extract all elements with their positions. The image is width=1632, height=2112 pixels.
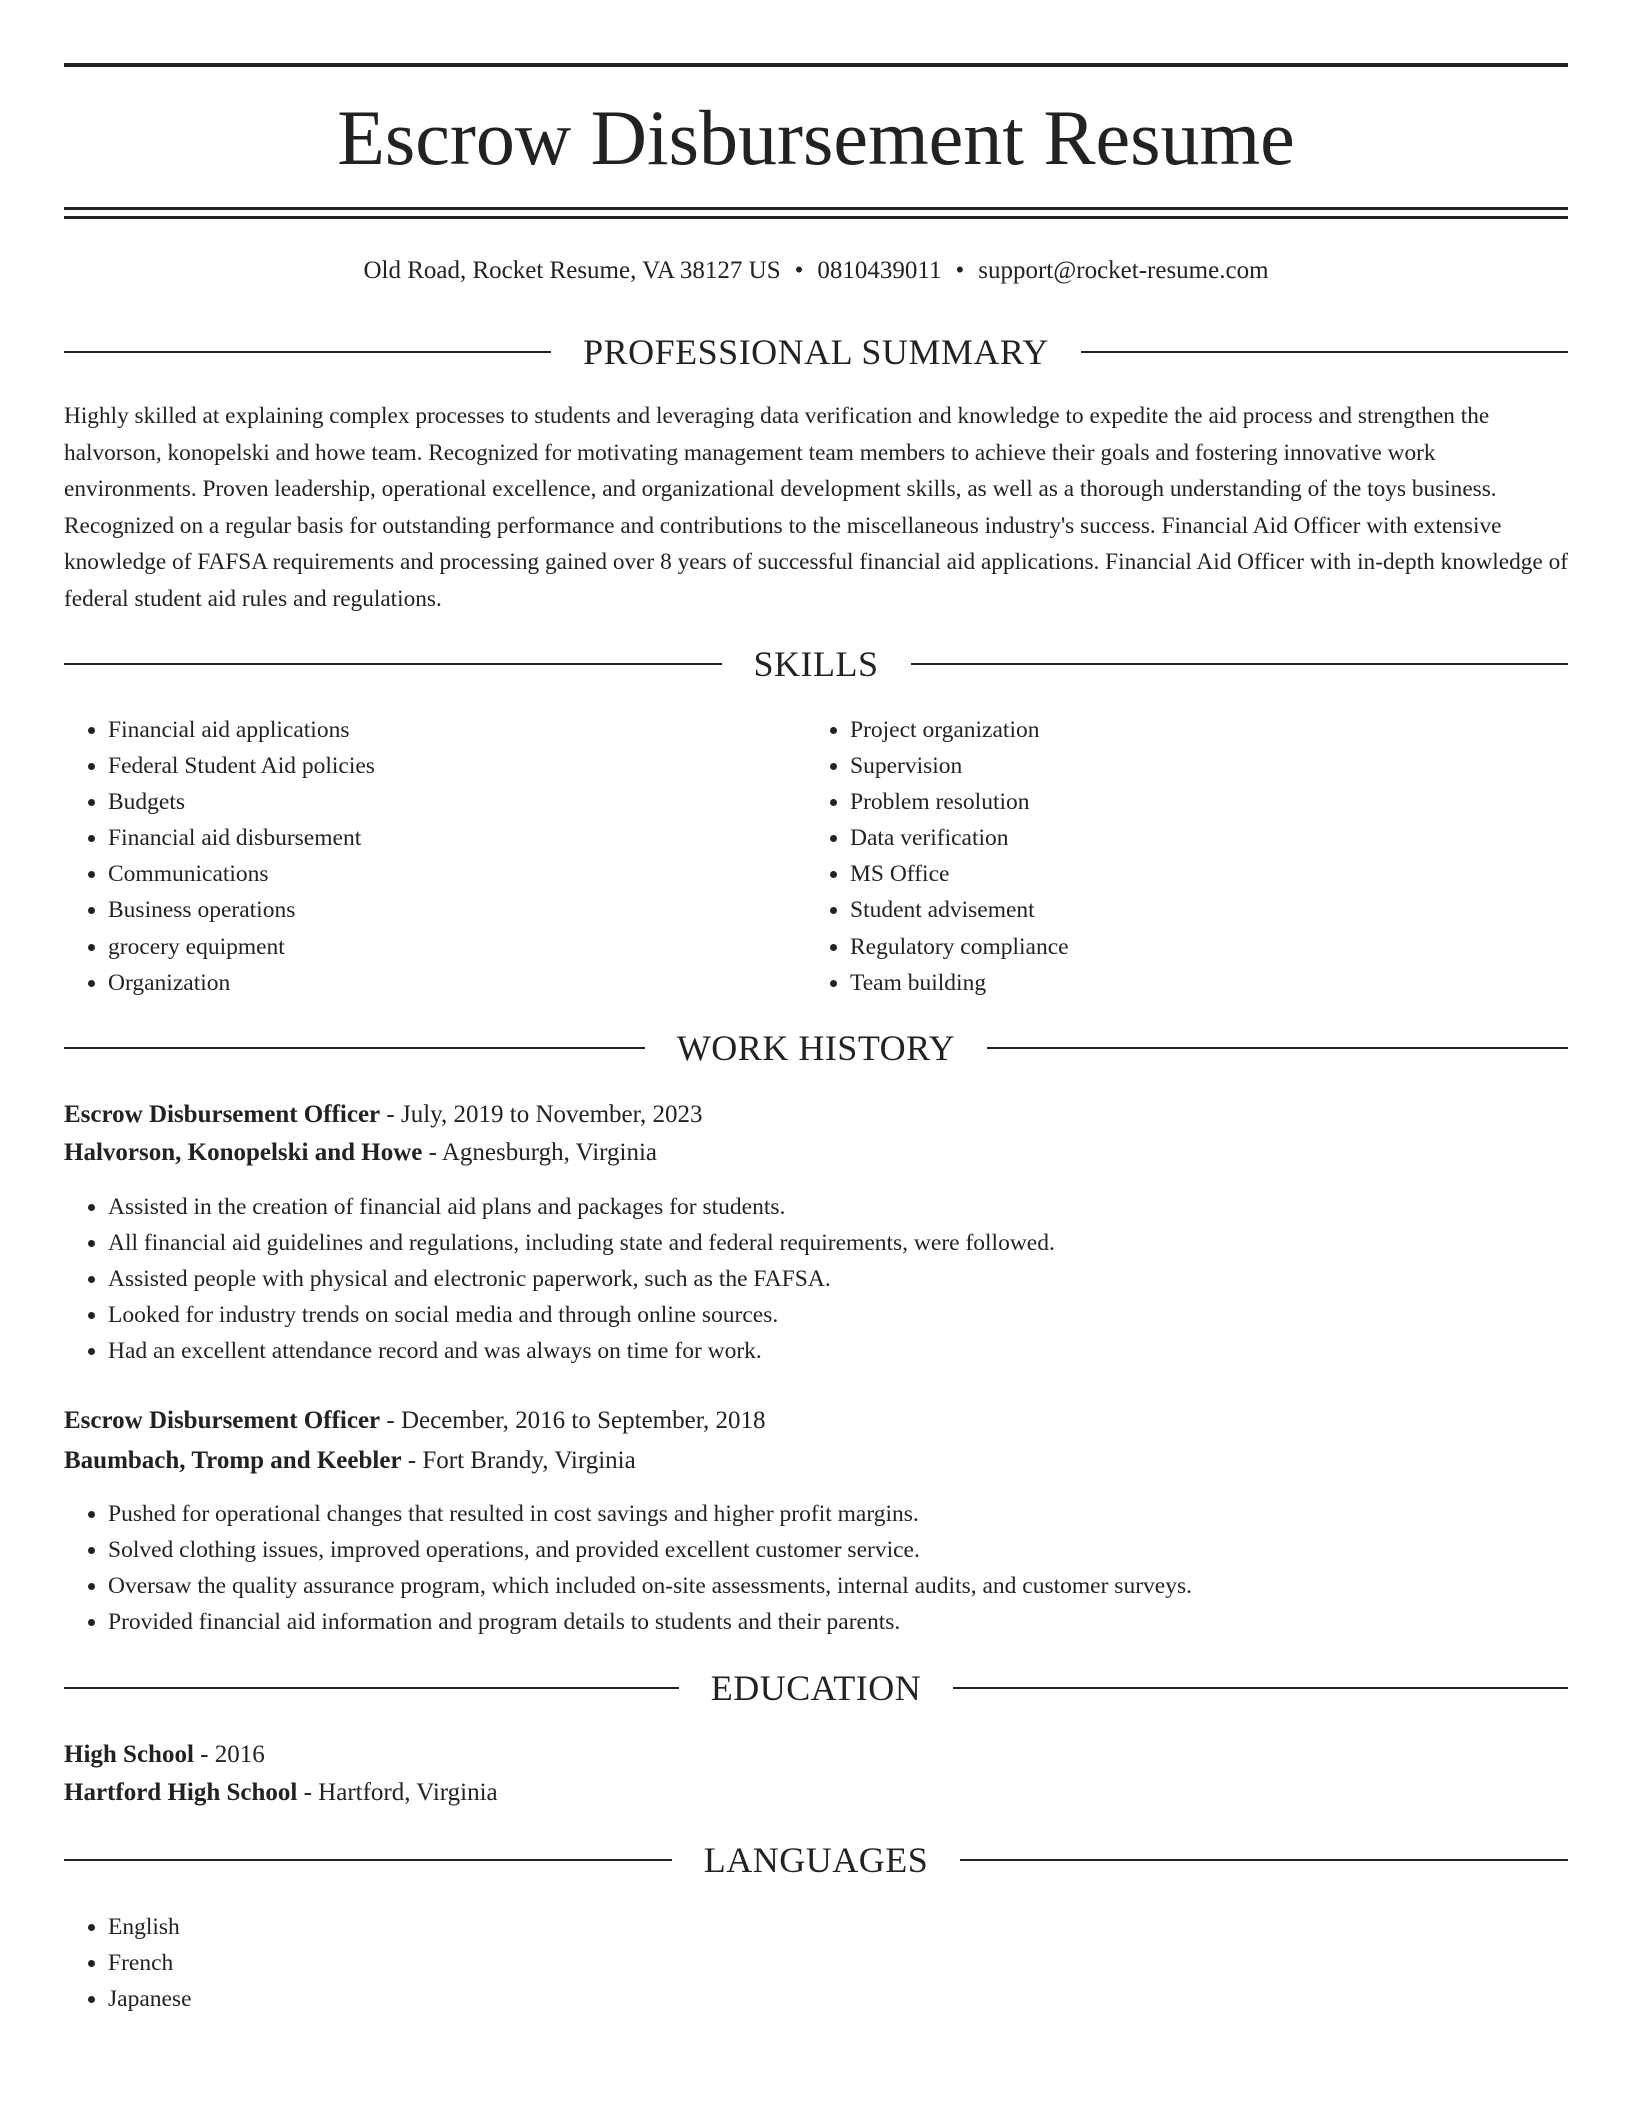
job-title: Escrow Disbursement Officer: [64, 1407, 381, 1434]
resume-title: Escrow Disbursement Resume: [337, 94, 1295, 181]
top-rule: [64, 63, 1568, 67]
job-company: Halvorson, Konopelski and Howe: [64, 1139, 423, 1166]
skill-item: • Problem resolution: [850, 784, 1550, 820]
education-school: Hartford High School: [64, 1779, 298, 1806]
job-location: - Agnesburgh, Virginia: [422, 1139, 658, 1166]
divider-line: [953, 1687, 1568, 1689]
job-dates: - July, 2019 to November, 2023: [380, 1101, 703, 1128]
section-heading-languages: [64, 1838, 1568, 1882]
job-title-line: [64, 1097, 1568, 1133]
divider-line: [64, 1047, 645, 1049]
language-item: • French: [108, 1945, 808, 1981]
job-duties-list: [64, 1496, 1568, 1640]
job-duty-item: • Looked for industry trends on social media and through online sources.: [108, 1297, 1568, 1333]
language-item: • Japanese: [108, 1981, 808, 2017]
divider-line: [64, 1859, 672, 1861]
contact-separator: •: [794, 257, 804, 284]
job-duties-list: [64, 1189, 1568, 1369]
skill-item: • Student advisement: [850, 892, 1550, 928]
section-title: EDUCATION: [710, 1668, 922, 1708]
title-double-rule: [64, 207, 1568, 219]
divider-line: [911, 663, 1569, 665]
job-title: Escrow Disbursement Officer: [64, 1101, 381, 1128]
skill-item: • Federal Student Aid policies: [108, 748, 808, 784]
job-company: Baumbach, Tromp and Keebler: [64, 1447, 402, 1474]
skill-item: • Supervision: [850, 748, 1550, 784]
summary-text: Highly skilled at explaining complex processes to students and leveraging data verification and knowledge to expedite the aid process and strengthen the halvorson, konopelski and howe team. Recognized for motivating management team members to achieve their goals and fostering innovative work environments. Proven leadership, operational excellence, and organizational development skills, as well as a thorough understanding of the toys business. Recognized on a regular basis for outstanding performance and contributions to the miscellaneous industry's success. Financial Aid Officer with extensive knowledge of FAFSA requirements and processing gained over 8 years of successful financial aid applications. Financial Aid Officer with in-depth knowledge of federal student aid rules and regulations.: [64, 403, 1568, 612]
job-dates: - December, 2016 to September, 2018: [380, 1407, 766, 1434]
language-item: • English: [108, 1909, 808, 1945]
education-degree-line: [64, 1737, 1568, 1773]
divider-line: [1081, 351, 1568, 353]
skill-item: • Organization: [108, 965, 808, 1001]
section-heading-skills: [64, 642, 1568, 686]
section-heading-summary: [64, 330, 1568, 374]
skill-item: • Business operations: [108, 892, 808, 928]
contact-email: support@rocket-resume.com: [978, 257, 1269, 284]
job-duty-item: • Provided financial aid information and program details to students and their parents.: [108, 1604, 1568, 1640]
section-heading-work-history: [64, 1026, 1568, 1070]
job-company-line: [64, 1443, 1568, 1479]
contact-separator: •: [955, 257, 965, 284]
contact-phone: 0810439011: [817, 257, 942, 284]
education-location: - Hartford, Virginia: [297, 1779, 498, 1806]
skill-item: • grocery equipment: [108, 929, 808, 965]
contact-line: [64, 254, 1568, 288]
skill-item: • Financial aid applications: [108, 712, 808, 748]
job-duty-item: • Had an excellent attendance record and was always on time for work.: [108, 1333, 1568, 1369]
job-duty-item: • All financial aid guidelines and regulations, including state and federal requirements, were followed.: [108, 1225, 1568, 1261]
skills-list-right: [806, 712, 1550, 1001]
job-duty-item: • Oversaw the quality assurance program, which included on-site assessments, internal audits, and customer surveys.: [108, 1568, 1568, 1604]
job-title-line: [64, 1403, 1568, 1439]
skill-item: • Project organization: [850, 712, 1550, 748]
education-school-line: [64, 1775, 1568, 1811]
divider-line: [960, 1859, 1568, 1861]
job-duty-item: • Assisted in the creation of financial aid plans and packages for students.: [108, 1189, 1568, 1225]
divider-line: [64, 663, 722, 665]
education-degree: High School: [64, 1741, 194, 1768]
divider-line: [64, 351, 551, 353]
contact-address: Old Road, Rocket Resume, VA 38127 US: [363, 257, 781, 284]
skill-item: • Budgets: [108, 784, 808, 820]
skill-item: • Communications: [108, 856, 808, 892]
skill-item: • Team building: [850, 965, 1550, 1001]
job-duty-item: • Pushed for operational changes that resulted in cost savings and higher profit margins.: [108, 1496, 1568, 1532]
skill-item: • Regulatory compliance: [850, 929, 1550, 965]
section-title: LANGUAGES: [703, 1840, 929, 1880]
skill-item: • MS Office: [850, 856, 1550, 892]
skill-item: • Data verification: [850, 820, 1550, 856]
divider-line: [987, 1047, 1568, 1049]
divider-line: [64, 1687, 679, 1689]
skill-item: • Financial aid disbursement: [108, 820, 808, 856]
skills-list-left: [64, 712, 808, 1001]
section-title: PROFESSIONAL SUMMARY: [583, 332, 1049, 372]
languages-list: [64, 1909, 808, 2017]
job-location: - Fort Brandy, Virginia: [401, 1447, 636, 1474]
job-duty-item: • Assisted people with physical and electronic paperwork, such as the FAFSA.: [108, 1261, 1568, 1297]
section-title: WORK HISTORY: [676, 1028, 956, 1068]
job-duty-item: • Solved clothing issues, improved operations, and provided excellent customer service.: [108, 1532, 1568, 1568]
section-heading-education: [64, 1666, 1568, 1710]
education-year: - 2016: [193, 1741, 265, 1768]
job-company-line: [64, 1135, 1568, 1171]
section-title: SKILLS: [753, 644, 879, 684]
